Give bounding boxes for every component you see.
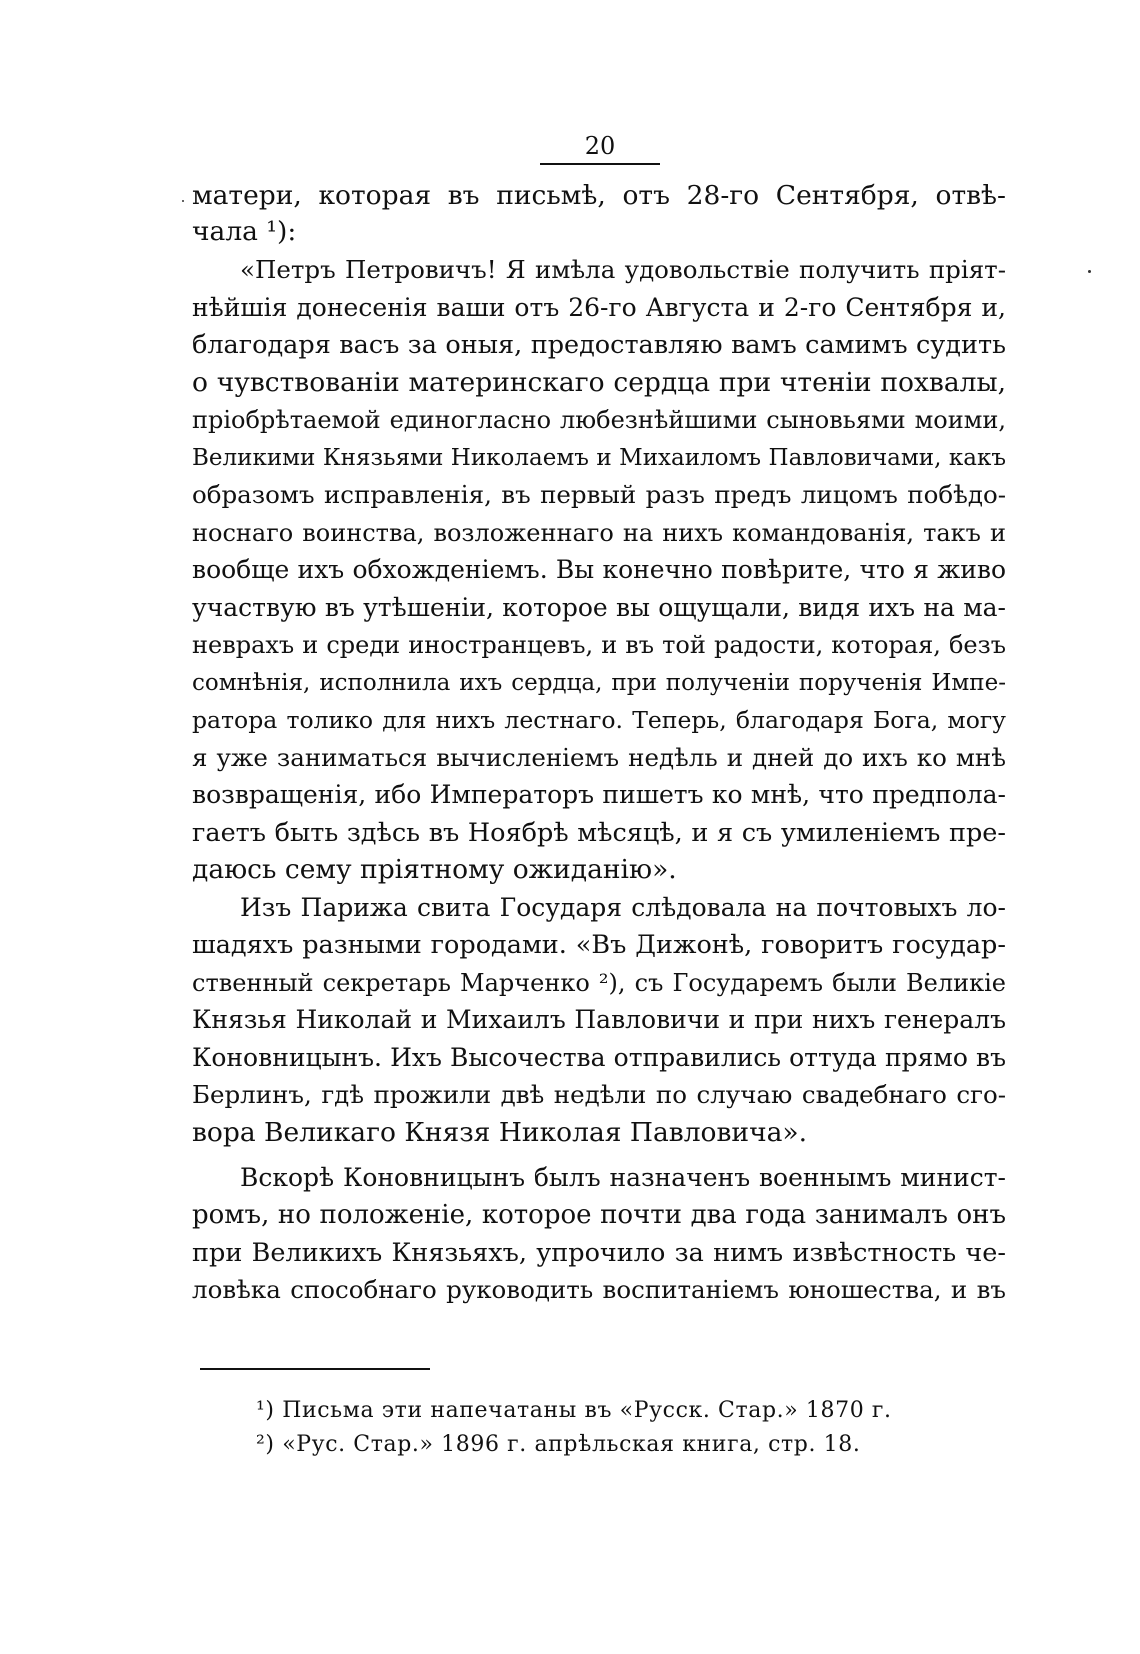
scan-speck bbox=[1088, 270, 1091, 273]
text-line: даюсь сему пріятному ожиданію». bbox=[192, 854, 677, 885]
text-line: вообще ихъ обхожденіемъ. Вы конечно повѣрите, что я живо bbox=[192, 555, 1006, 584]
text-line: ромъ, но положеніе, которое почти два года занималъ онъ bbox=[192, 1200, 1006, 1230]
text-line: Вскорѣ Коновницынъ былъ назначенъ военнымъ минист- bbox=[240, 1163, 1006, 1192]
text-line: образомъ исправленія, въ первый разъ предъ лицомъ побѣдо- bbox=[192, 480, 1006, 509]
text-line: нѣйшія донесенія ваши отъ 26-го Августа и 2-го Сентября и, bbox=[192, 293, 1006, 322]
text-line: матери, которая въ письмѣ, отъ 28-го Сентября, отвѣ- bbox=[192, 180, 1006, 211]
text-line: неврахъ и среди иностранцевъ, и въ той радости, которая, безъ bbox=[192, 631, 1006, 659]
text-line: возвращенія, ибо Императоръ пишетъ ко мнѣ, что предпола- bbox=[192, 780, 1006, 809]
text-line: носнаго воинства, возложеннаго на нихъ командованія, такъ и bbox=[192, 519, 1006, 547]
text-line: Изъ Парижа свита Государя слѣдовала на почтовыхъ ло- bbox=[240, 893, 1006, 922]
scan-speck bbox=[182, 200, 184, 202]
page-number-rule bbox=[540, 163, 660, 165]
text-line: участвую въ утѣшеніи, которое вы ощущали, видя ихъ на ма- bbox=[192, 593, 1006, 622]
footnote: ²) «Рус. Стар.» 1896 г. апрѣльская книга, стр. 18. bbox=[256, 1432, 861, 1457]
page-number: 20 bbox=[584, 132, 616, 160]
text-line: при Великихъ Князьяхъ, упрочило за нимъ извѣстность че- bbox=[192, 1238, 1006, 1268]
text-line: ратора толико для нихъ лестнаго. Теперь, благодаря Бога, могу bbox=[192, 706, 1006, 734]
text-line: ственный секретарь Марченко ²), съ Государемъ были Великіе bbox=[192, 969, 1006, 997]
text-line: благодаря васъ за оныя, предоставляю вамъ самимъ судить bbox=[192, 330, 1006, 360]
text-line: ловѣка способнаго руководить воспитаніемъ юношества, и въ bbox=[192, 1275, 1006, 1304]
footnote: ¹) Письма эти напечатаны въ «Русск. Стар.» 1870 г. bbox=[256, 1398, 892, 1423]
text-line: «Петръ Петровичъ! Я имѣла удовольствіе получить пріят- bbox=[240, 255, 1006, 284]
text-line: вора Великаго Князя Николая Павловича». bbox=[192, 1117, 808, 1148]
text-line: сомнѣнія, исполнила ихъ сердца, при полученіи порученія Импе- bbox=[192, 670, 1006, 696]
text-line: о чувствованіи материнскаго сердца при чтеніи похвалы, bbox=[192, 367, 1006, 398]
text-line: пріобрѣтаемой единогласно любезнѣйшими сыновьями моими, bbox=[192, 406, 1006, 434]
text-line: Князья Николай и Михаилъ Павловичи и при нихъ генералъ bbox=[192, 1005, 1006, 1034]
text-line: я уже заниматься вычисленіемъ недѣль и дней до ихъ ко мнѣ bbox=[192, 743, 1006, 772]
text-line: гаетъ быть здѣсь въ Ноябрѣ мѣсяцѣ, и я съ умиленіемъ пре- bbox=[192, 818, 1006, 848]
footnote-rule bbox=[200, 1368, 430, 1370]
text-line: Берлинъ, гдѣ прожили двѣ недѣли по случаю свадебнаго сго- bbox=[192, 1080, 1006, 1109]
text-line: чала ¹): bbox=[192, 216, 297, 247]
text-line: Великими Князьями Николаемъ и Михаиломъ Павловичами, какъ bbox=[192, 445, 1006, 471]
text-line: шадяхъ разными городами. «Въ Дижонѣ, говоритъ государ- bbox=[192, 930, 1006, 960]
text-line: Коновницынъ. Ихъ Высочества отправились оттуда прямо въ bbox=[192, 1043, 1006, 1072]
